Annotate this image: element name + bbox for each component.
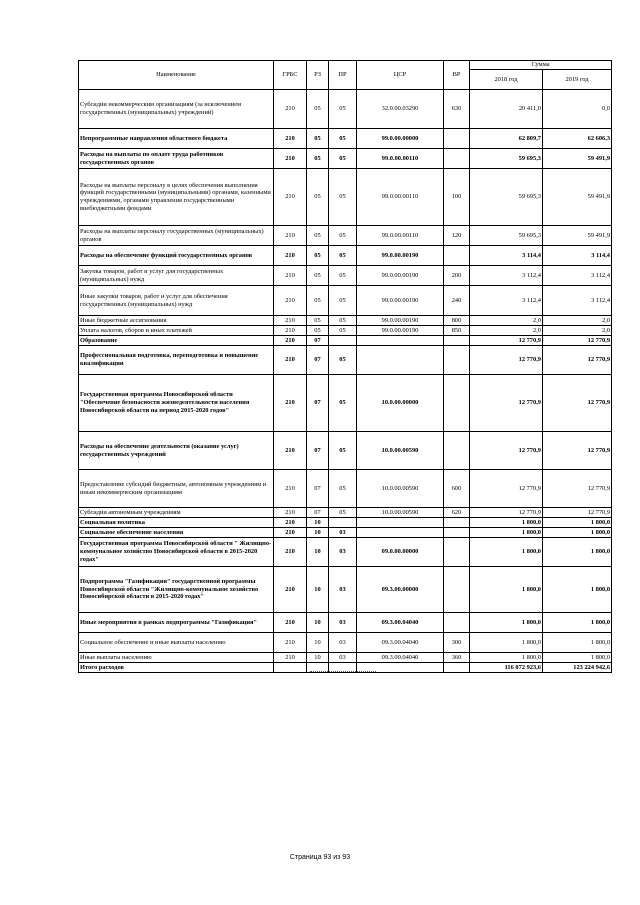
- row-pr: 05: [329, 266, 357, 286]
- row-name: Уплата налогов, сборов и иных платежей: [79, 326, 274, 336]
- table-row: [79, 538, 612, 567]
- row-pr: 05: [329, 226, 357, 246]
- row-vr: [444, 375, 470, 432]
- row-amount-2018: 20 411,0: [470, 90, 543, 129]
- table-row: [79, 286, 612, 316]
- row-amount-2019: 12 770,9: [543, 375, 612, 432]
- row-amount-2018: 1 800,0: [470, 518, 543, 528]
- row-name: Государственная программа Новосибирской области "Обеспечение безопасности жизнедеятельности населения Новосибирской области на период 2015-2020 годов": [79, 375, 274, 432]
- row-csr: 09.0.00.00000: [357, 538, 444, 567]
- row-grbs: 210: [274, 286, 307, 316]
- row-rz: 07: [307, 432, 329, 470]
- row-name: Социальное обеспечение и иные выплаты населению: [79, 633, 274, 653]
- table-row: [79, 226, 612, 246]
- row-amount-2019: 59 491,9: [543, 226, 612, 246]
- header-rz: РЗ: [307, 61, 329, 90]
- row-vr: [444, 567, 470, 613]
- row-rz: 05: [307, 326, 329, 336]
- row-amount-2018: 59 695,3: [470, 226, 543, 246]
- row-vr: 620: [444, 508, 470, 518]
- table-row: [79, 518, 612, 528]
- row-pr: 05: [329, 316, 357, 326]
- row-amount-2019: 123 224 942,6: [543, 663, 612, 673]
- row-csr: 09.3.00.04040: [357, 653, 444, 663]
- row-amount-2019: 1 800,0: [543, 633, 612, 653]
- header-year-2019: 2019 год: [543, 70, 612, 90]
- table-row: [79, 528, 612, 538]
- row-pr: 05: [329, 90, 357, 129]
- row-vr: [444, 518, 470, 528]
- row-vr: 300: [444, 633, 470, 653]
- row-grbs: 210: [274, 375, 307, 432]
- row-amount-2018: 62 809,7: [470, 129, 543, 149]
- row-amount-2019: 3 114,4: [543, 246, 612, 266]
- row-csr: 10.0.00.00590: [357, 470, 444, 508]
- row-pr: 03: [329, 567, 357, 613]
- row-vr: [444, 149, 470, 169]
- row-name: Итого расходов: [79, 663, 274, 673]
- row-csr: 09.3.00.00000: [357, 567, 444, 613]
- row-name: Расходы на обеспечение функций государственных органов: [79, 246, 274, 266]
- row-amount-2018: 12 770,9: [470, 508, 543, 518]
- row-rz: 05: [307, 129, 329, 149]
- row-amount-2019: 3 112,4: [543, 266, 612, 286]
- row-grbs: 210: [274, 470, 307, 508]
- row-vr: [444, 663, 470, 673]
- header-name: Наименование: [79, 61, 274, 90]
- budget-document: [78, 60, 611, 673]
- row-amount-2018: 12 770,9: [470, 375, 543, 432]
- table-row: [79, 375, 612, 432]
- row-amount-2018: 59 695,3: [470, 149, 543, 169]
- row-rz: 10: [307, 613, 329, 633]
- row-amount-2018: 12 770,9: [470, 336, 543, 346]
- row-name: Государственная программа Новосибирской области " Жилищно-коммунальное хозяйство Новосибирской области в 2015-2020 годах": [79, 538, 274, 567]
- row-name: Расходы на обеспечение деятельности (оказание услуг) государственных учреждений: [79, 432, 274, 470]
- row-name: Субсидии автономным учреждениям: [79, 508, 274, 518]
- row-csr: 09.3.00.04040: [357, 633, 444, 653]
- row-grbs: 210: [274, 528, 307, 538]
- row-rz: 05: [307, 226, 329, 246]
- row-rz: 07: [307, 508, 329, 518]
- row-amount-2019: 3 112,4: [543, 286, 612, 316]
- page-footer: Страница 93 из 93: [289, 854, 351, 861]
- row-grbs: 210: [274, 129, 307, 149]
- row-grbs: 210: [274, 432, 307, 470]
- table-row: [79, 633, 612, 653]
- row-pr: 05: [329, 286, 357, 316]
- row-pr: 03: [329, 528, 357, 538]
- row-csr: 99.0.00.00190: [357, 326, 444, 336]
- row-name: Профессиональная подготовка, переподготовка и повышение квалификации: [79, 346, 274, 375]
- row-vr: [444, 613, 470, 633]
- row-rz: 05: [307, 316, 329, 326]
- row-amount-2018: 1 800,0: [470, 613, 543, 633]
- row-name: Субсидии некоммерческим организациям (за исключением государственных (муниципальных) учреждений): [79, 90, 274, 129]
- row-amount-2018: 3 112,4: [470, 286, 543, 316]
- row-pr: 03: [329, 613, 357, 633]
- row-amount-2019: 1 800,0: [543, 567, 612, 613]
- row-amount-2019: 59 491,9: [543, 149, 612, 169]
- row-vr: [444, 346, 470, 375]
- row-vr: 360: [444, 653, 470, 663]
- row-vr: [444, 336, 470, 346]
- row-pr: 05: [329, 326, 357, 336]
- row-name: Расходы на выплаты персоналу государственных (муниципальных) органов: [79, 226, 274, 246]
- end-divider: [310, 671, 376, 672]
- header-sum: Сумма: [470, 61, 612, 70]
- row-vr: 200: [444, 266, 470, 286]
- row-pr: 05: [329, 346, 357, 375]
- row-pr: 03: [329, 653, 357, 663]
- row-rz: 10: [307, 633, 329, 653]
- row-amount-2019: 1 800,0: [543, 653, 612, 663]
- row-grbs: 210: [274, 169, 307, 226]
- row-amount-2018: 12 770,9: [470, 432, 543, 470]
- row-grbs: 210: [274, 508, 307, 518]
- row-csr: 09.3.00.04040: [357, 613, 444, 633]
- row-vr: 100: [444, 169, 470, 226]
- row-pr: 05: [329, 129, 357, 149]
- row-rz: 10: [307, 518, 329, 528]
- row-name: Закупка товаров, работ и услуг для государственных (муниципальных) нужд: [79, 266, 274, 286]
- row-amount-2018: 1 800,0: [470, 567, 543, 613]
- row-rz: 05: [307, 266, 329, 286]
- table-row: [79, 149, 612, 169]
- row-grbs: 210: [274, 346, 307, 375]
- row-amount-2019: 0,0: [543, 90, 612, 129]
- row-vr: [444, 432, 470, 470]
- row-name: Иные бюджетные ассигнования: [79, 316, 274, 326]
- row-amount-2019: 62 606,3: [543, 129, 612, 149]
- table-row: [79, 129, 612, 149]
- row-csr: 99.0.00.00190: [357, 266, 444, 286]
- row-amount-2019: 12 770,9: [543, 336, 612, 346]
- row-pr: 05: [329, 508, 357, 518]
- row-rz: 10: [307, 528, 329, 538]
- row-csr: 99.0.00.00110: [357, 226, 444, 246]
- row-pr: [329, 518, 357, 528]
- row-name: Социальное обеспечение населения: [79, 528, 274, 538]
- row-grbs: 210: [274, 316, 307, 326]
- row-pr: 03: [329, 538, 357, 567]
- row-grbs: 210: [274, 149, 307, 169]
- row-name: Социальная политика: [79, 518, 274, 528]
- row-amount-2018: 1 800,0: [470, 653, 543, 663]
- row-vr: [444, 528, 470, 538]
- row-name: Образование: [79, 336, 274, 346]
- row-csr: 99.0.00.00110: [357, 169, 444, 226]
- header-vr: ВР: [444, 61, 470, 90]
- row-rz: 10: [307, 567, 329, 613]
- table-row: [79, 326, 612, 336]
- table-row: [79, 613, 612, 633]
- row-name: Иные закупки товаров, работ и услуг для обеспечения государственных (муниципальных) нужд: [79, 286, 274, 316]
- row-rz: 07: [307, 336, 329, 346]
- row-csr: 10.0.00.00000: [357, 375, 444, 432]
- row-amount-2018: 2,0: [470, 326, 543, 336]
- table-row: [79, 346, 612, 375]
- row-grbs: 210: [274, 266, 307, 286]
- row-vr: 800: [444, 316, 470, 326]
- row-amount-2019: 59 491,9: [543, 169, 612, 226]
- row-vr: 630: [444, 90, 470, 129]
- row-pr: 05: [329, 470, 357, 508]
- row-amount-2018: 59 695,3: [470, 169, 543, 226]
- table-row: [79, 567, 612, 613]
- row-grbs: 210: [274, 518, 307, 528]
- row-amount-2019: 12 770,9: [543, 508, 612, 518]
- row-csr: 99.0.00.00190: [357, 286, 444, 316]
- table-row: [79, 169, 612, 226]
- row-amount-2019: 12 770,9: [543, 432, 612, 470]
- row-amount-2018: 3 112,4: [470, 266, 543, 286]
- row-grbs: 210: [274, 633, 307, 653]
- row-csr: [357, 336, 444, 346]
- row-csr: 32.0.00.03290: [357, 90, 444, 129]
- row-csr: 99.0.00.00190: [357, 316, 444, 326]
- table-row: [79, 432, 612, 470]
- row-csr: 10.0.00.00590: [357, 508, 444, 518]
- row-grbs: 210: [274, 653, 307, 663]
- row-rz: 07: [307, 375, 329, 432]
- row-amount-2019: 12 770,9: [543, 470, 612, 508]
- row-grbs: 210: [274, 326, 307, 336]
- table-body: [79, 90, 612, 673]
- row-rz: 05: [307, 246, 329, 266]
- row-amount-2018: 1 800,0: [470, 633, 543, 653]
- table-row: [79, 653, 612, 663]
- row-vr: [444, 246, 470, 266]
- row-name: Иные выплаты населению: [79, 653, 274, 663]
- row-rz: 05: [307, 169, 329, 226]
- row-amount-2019: 1 800,0: [543, 518, 612, 528]
- row-amount-2019: 1 800,0: [543, 613, 612, 633]
- row-rz: 10: [307, 653, 329, 663]
- row-csr: [357, 528, 444, 538]
- row-vr: 240: [444, 286, 470, 316]
- row-amount-2018: 2,0: [470, 316, 543, 326]
- header-csr: ЦСР: [357, 61, 444, 90]
- row-amount-2019: 1 800,0: [543, 528, 612, 538]
- row-amount-2018: 116 872 923,6: [470, 663, 543, 673]
- row-name: Непрограммные направления областного бюджета: [79, 129, 274, 149]
- row-vr: 120: [444, 226, 470, 246]
- row-amount-2018: 1 800,0: [470, 528, 543, 538]
- row-pr: 05: [329, 246, 357, 266]
- row-csr: 99.0.00.00000: [357, 129, 444, 149]
- row-grbs: 210: [274, 613, 307, 633]
- row-csr: 99.0.00.00190: [357, 246, 444, 266]
- row-rz: 07: [307, 346, 329, 375]
- row-rz: 10: [307, 538, 329, 567]
- row-amount-2018: 12 770,9: [470, 470, 543, 508]
- row-grbs: 210: [274, 538, 307, 567]
- header-year-2018: 2018 год: [470, 70, 543, 90]
- budget-table: [78, 60, 612, 673]
- row-vr: [444, 538, 470, 567]
- row-pr: 03: [329, 633, 357, 653]
- row-pr: 05: [329, 149, 357, 169]
- row-grbs: [274, 663, 307, 673]
- table-row: [79, 336, 612, 346]
- row-csr: 10.0.00.00590: [357, 432, 444, 470]
- row-csr: [357, 346, 444, 375]
- row-grbs: 210: [274, 336, 307, 346]
- row-vr: [444, 129, 470, 149]
- row-amount-2018: 12 770,9: [470, 346, 543, 375]
- row-vr: 850: [444, 326, 470, 336]
- row-pr: 05: [329, 432, 357, 470]
- row-name: Подпрограмма "Газификация" государственной программы Новосибирской области "Жилищно-коммунальное хозяйство Новосибирской области в 2015-2020 годах": [79, 567, 274, 613]
- row-name: Расходы на выплаты по оплате труда работников государственных органов: [79, 149, 274, 169]
- table-row: [79, 266, 612, 286]
- table-row: [79, 246, 612, 266]
- table-row: [79, 90, 612, 129]
- row-rz: 05: [307, 286, 329, 316]
- row-grbs: 210: [274, 90, 307, 129]
- row-csr: 99.0.00.00110: [357, 149, 444, 169]
- header-grbs: ГРБС: [274, 61, 307, 90]
- row-pr: [329, 336, 357, 346]
- row-amount-2019: 2,0: [543, 316, 612, 326]
- row-grbs: 210: [274, 246, 307, 266]
- row-grbs: 210: [274, 226, 307, 246]
- row-name: Иные мероприятия в рамках подпрограммы "Газификация": [79, 613, 274, 633]
- row-amount-2019: 12 770,9: [543, 346, 612, 375]
- row-pr: 05: [329, 169, 357, 226]
- table-row: [79, 316, 612, 326]
- row-amount-2019: 1 800,0: [543, 538, 612, 567]
- row-name: Расходы на выплаты персоналу в целях обеспечения выполнения функций государственными (муниципальными) органами, казенными учреждениями, органами управления государственными внебюджетными фондами: [79, 169, 274, 226]
- row-amount-2018: 3 114,4: [470, 246, 543, 266]
- row-rz: 05: [307, 149, 329, 169]
- header-pr: ПР: [329, 61, 357, 90]
- row-rz: 05: [307, 90, 329, 129]
- row-pr: 05: [329, 375, 357, 432]
- row-csr: [357, 518, 444, 528]
- row-amount-2019: 2,0: [543, 326, 612, 336]
- table-row: [79, 508, 612, 518]
- row-amount-2018: 1 800,0: [470, 538, 543, 567]
- row-name: Предоставление субсидий бюджетным, автономным учреждениям и иным некоммерческим организациям: [79, 470, 274, 508]
- table-row: [79, 470, 612, 508]
- row-grbs: 210: [274, 567, 307, 613]
- row-vr: 600: [444, 470, 470, 508]
- row-rz: 07: [307, 470, 329, 508]
